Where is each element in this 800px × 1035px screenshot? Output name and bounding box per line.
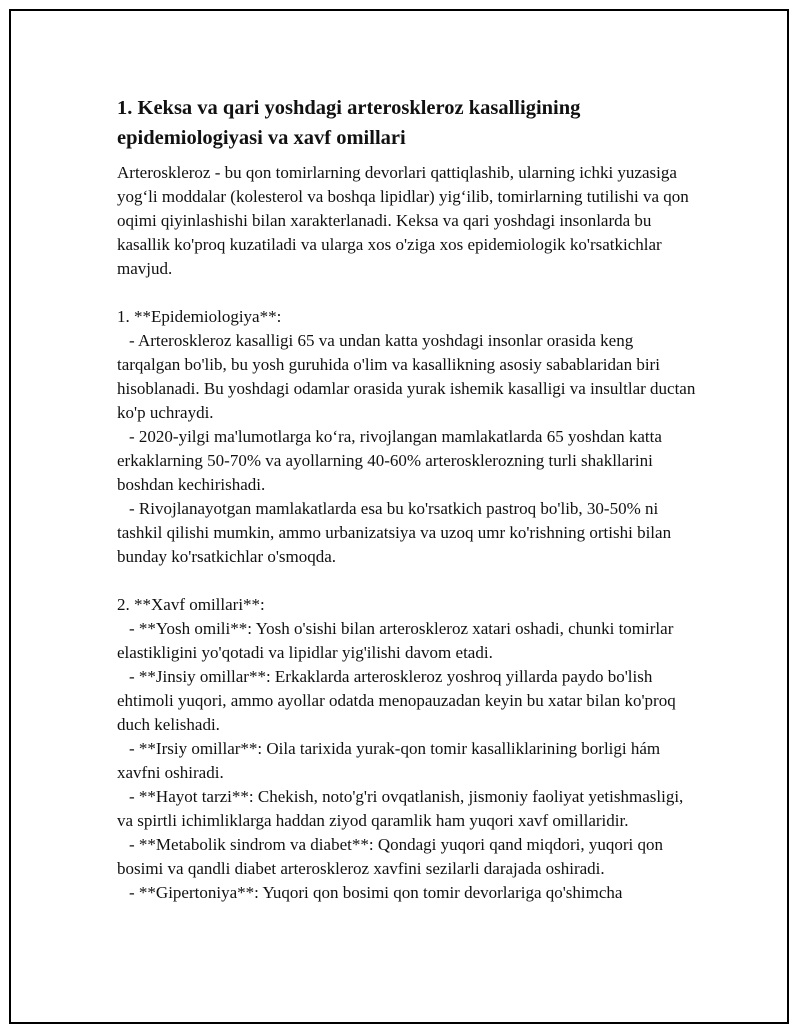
section-risk-factors	[117, 593, 697, 905]
list-item: - **Metabolik sindrom va diabet**: Qondagi yuqori qand miqdori, yuqori qon bosimi va qandli diabet arteroskleroz xavfini sezilarli darajada oshiradi.	[117, 835, 664, 878]
list-item: - **Irsiy omillar**: Oila tarixida yurak-qon tomir kasalliklarining borligi hám xavfni oshiradi.	[117, 739, 661, 782]
list-item: - **Yosh omili**: Yosh o'sishi bilan arteroskleroz xatari oshadi, chunki tomirlar elastikligini yo'qotadi va lipidlar yig'ilishi davom etadi.	[117, 619, 674, 662]
intro-paragraph: Arteroskleroz - bu qon tomirlarning devorlari qattiqlashib, ularning ichki yuzasiga yog‘li moddalar (kolesterol va boshqa lipidlar) yig‘ilib, tomirlarning tutilishi va qon oqimi qiyinlashishi bilan xarakterlanadi. Keksa va qari yoshdagi insonlarda bu kasallik ko'proq kuzatiladi va ularga xos o'ziga xos epidemiologik ko'rsatkichlar mavjud.	[117, 163, 689, 278]
document-title: 1. Keksa va qari yoshdagi arteroskleroz kasalligining epidemiologiyasi va xavf omillari	[117, 97, 581, 149]
list-item: - Arteroskleroz kasalligi 65 va undan katta yoshdagi insonlar orasida keng tarqalgan bo'lib, bu yosh guruhida o'lim va kasallikning asosiy sabablaridan biri hisoblanadi. Bu yoshdagi odamlar orasida yurak ishemik kasalligi va insultlar ductan ko'p uchraydi.	[117, 331, 696, 422]
list-item: - 2020-yilgi ma'lumotlarga ko‘ra, rivojlangan mamlakatlarda 65 yoshdan katta erkaklarning 50-70% va ayollarning 40-60% arterosklerozning turli shakllarini boshdan kechirishadi.	[117, 427, 662, 494]
list-item: - **Jinsiy omillar**: Erkaklarda arteroskleroz yoshroq yillarda paydo bo'lish ehtimoli yuqori, ammo ayollar odatda menopauzadan keyin bu xatar bilan ko'proq duch kelishadi.	[117, 667, 676, 734]
list-item: - **Gipertoniya**: Yuqori qon bosimi qon tomir devorlariga qo'shimcha	[129, 883, 623, 902]
list-item: - **Hayot tarzi**: Chekish, noto'g'ri ovqatlanish, jismoniy faoliyat yetishmasligi, va spirtli ichimliklarga haddan ziyod qaramlik ham yuqori xavf omillaridir.	[117, 787, 684, 830]
section-epidemiology	[117, 305, 697, 569]
section-heading: 2. **Xavf omillari**:	[117, 595, 265, 614]
list-item: - Rivojlanayotgan mamlakatlarda esa bu ko'rsatkich pastroq bo'lib, 30-50% ni tashkil qilishi mumkin, ammo urbanizatsiya va uzoq umr ko'rishning ortishi bilan bunday ko'rsatkichlar o'smoqda.	[117, 499, 672, 566]
document-body	[117, 93, 697, 905]
section-heading: 1. **Epidemiologiya**:	[117, 307, 282, 326]
